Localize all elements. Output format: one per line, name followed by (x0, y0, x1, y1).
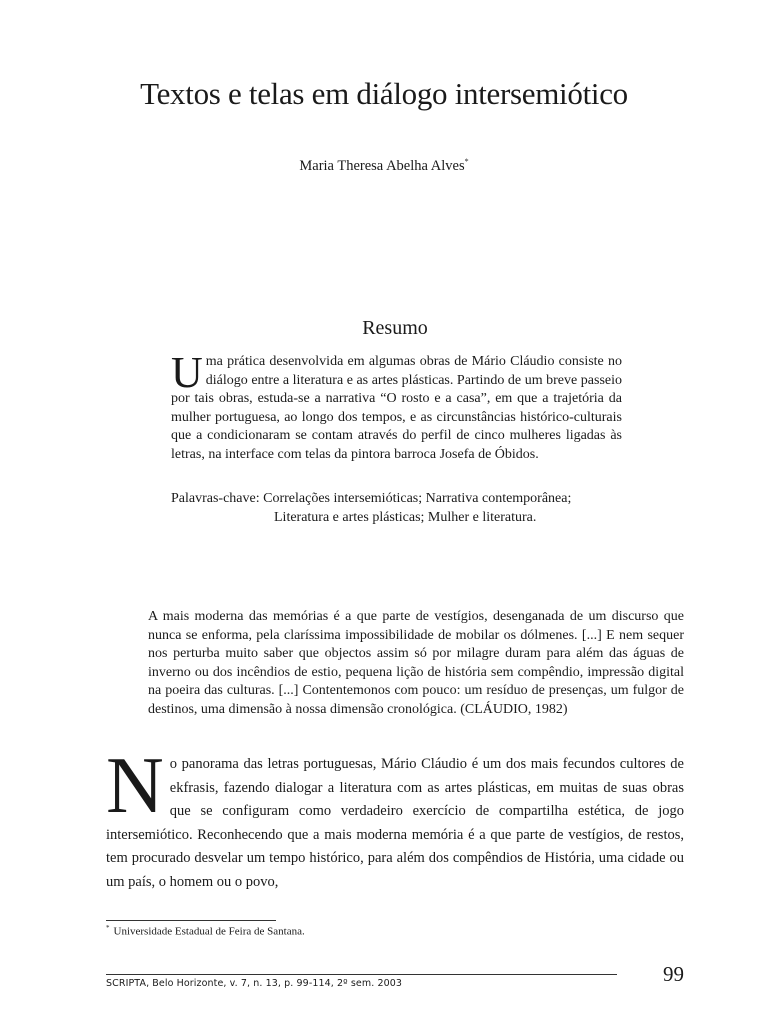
author-name: Maria Theresa Abelha Alves (299, 157, 465, 174)
author-line (0, 157, 768, 175)
footnote-text: Universidade Estadual de Feira de Santana. (113, 925, 305, 938)
footnote-marker: * (106, 924, 110, 932)
body-dropcap: N (106, 742, 164, 830)
journal-citation: , Belo Horizonte, v. 7, n. 13, p. 99-114, 2º sem. 2003 (146, 978, 403, 989)
abstract-body: ma prática desenvolvida em algumas obras de Mário Cláudio consiste no diálogo entre a literatura e as artes plásticas. Partindo de um breve passeio por tais obras, estuda-se a narrativa “O rosto e a casa”, em que a trajetória da mulher portuguesa, ao longo dos tempos, e as circunstâncias histórico-culturais que a condicionaram se contam através do perfil de cinco mulheres ligadas às letras, na interface com telas da pintora barroca Josefa de Óbidos. (171, 354, 622, 462)
author-footnote-marker[interactable]: * (464, 157, 469, 166)
page-number: 99 (663, 962, 684, 986)
abstract-heading: Resumo (362, 317, 428, 339)
abstract-dropcap: U (171, 348, 203, 397)
keywords-line-2: Literatura e artes plásticas; Mulher e literatura. (274, 510, 537, 525)
footnote-divider (106, 920, 276, 921)
keywords-line-1: Palavras-chave: Correlações intersemióticas; Narrativa contemporânea; (171, 491, 572, 506)
running-footer (106, 978, 402, 989)
abstract-text (171, 348, 622, 464)
body-paragraph (106, 742, 684, 894)
footer-divider (106, 974, 617, 975)
article-title: Textos e telas em diálogo intersemiótico (140, 76, 628, 111)
keywords (171, 489, 631, 527)
journal-name: SCRIPTA (106, 978, 147, 989)
epigraph-quote: A mais moderna das memórias é a que parte de vestígios, desenganada de um discurso que nunca se enforma, pela claríssima impossibilidade de mobilar os dólmenes. [...] E nem sequer nos perturba muito saber que objectos assim só por milagre duram para além das águas de inverno ou dos incêndios de estio, pequena lição de história sem compêndio, impressão digital na poeira das culturas. [...] Contentemonos com pouco: um resíduo de presenças, um fulgor de destinos, uma dimensão à nossa dimensão cronológica. (CLÁUDIO, 1982) (148, 609, 684, 717)
body-text: o panorama das letras portuguesas, Mário Cláudio é um dos mais fecundos cultores de ekfrasis, fazendo dialogar a literatura com as artes plásticas, em muitas de suas obras que se configuram como verdadeiro exercício de compartilha estética, de jogo intersemiótico. Reconhecendo que a mais moderna memória é a que parte de vestígios, de restos, tem procurado desvelar um tempo histórico, para além dos compêndios de História, uma cidade ou um país, o homem ou o povo, (106, 756, 684, 890)
footnote (106, 924, 305, 938)
